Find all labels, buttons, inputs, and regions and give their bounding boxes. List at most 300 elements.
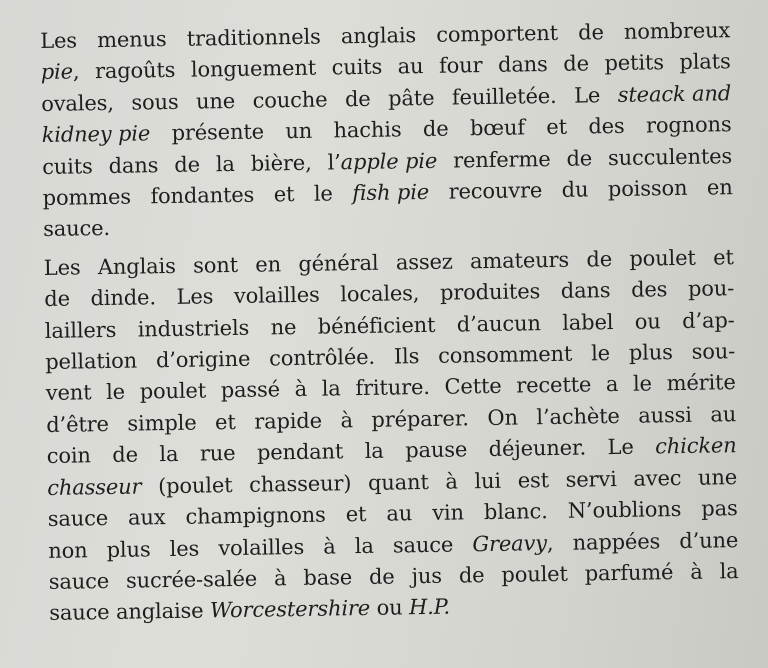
word [562,307,614,339]
word-text: volailles [233,282,320,309]
word-text: H.P. [408,594,451,620]
word-text: petits [604,50,665,76]
word [48,566,109,598]
word [340,405,353,437]
word [710,399,736,431]
word-text: plus [628,340,673,365]
word [633,463,681,495]
word [45,314,117,347]
word-text: poulet [501,561,568,587]
word-text: sauce [48,568,110,594]
word-text: à [273,566,287,591]
word [448,175,542,208]
word [174,149,200,181]
word [112,440,138,472]
word [572,526,660,559]
word-text: champignons [185,502,326,529]
word-text: pendant [256,439,344,465]
word-text: industriels [137,315,250,342]
word-text: des [630,277,668,302]
word [220,375,280,407]
word [666,368,736,400]
word [97,24,167,56]
word-text: aussi [638,402,693,428]
word [365,436,384,468]
word [106,377,125,409]
word-text: apple pie [340,148,438,174]
word-text: aux [127,505,166,530]
word [45,346,137,379]
word-text: Worcestershire [209,596,371,623]
word-text: présente [171,119,265,146]
word [563,49,589,81]
word [423,114,449,146]
word-text: et [214,409,236,435]
word [340,278,420,311]
word-text: de [112,442,139,468]
word [624,15,731,48]
word [252,84,327,117]
word-text: Greavy [472,530,548,556]
word-text: feuilletée. [451,83,557,110]
word-text: en [255,252,282,277]
word [333,115,401,147]
word-text: jus [411,563,443,589]
word-text: label [562,309,614,335]
word-text: de [566,145,593,171]
word [341,20,417,53]
word [255,249,281,281]
word-text: parfumé [584,560,674,586]
word-text: de [586,246,613,272]
word [388,83,435,115]
punctuation: , [72,59,80,84]
word [251,147,312,179]
word-text: simple [127,410,197,436]
word-text: fondantes [150,182,255,209]
word-text: longuement [190,56,317,83]
word-text: déjeuner. [488,435,587,462]
word [444,371,502,403]
word [44,252,81,284]
word-text: chicken [654,433,737,459]
word [368,467,429,499]
word-text: assez [395,249,453,275]
word-text: la [354,533,374,558]
word-text: pommes [42,184,132,211]
word [457,308,541,341]
word-text: le [105,380,126,405]
word-text: Les [40,28,78,53]
word [405,435,467,467]
word [185,500,326,534]
word [298,248,379,281]
word [249,468,352,501]
word-text: recouvre [448,178,543,204]
word-text: rapide [254,408,323,434]
word [638,400,692,432]
word [193,250,238,282]
word-text: plus [106,536,151,562]
word-text: Le [573,83,601,108]
word [516,370,591,403]
word-text: pie [40,59,74,85]
word [321,374,340,406]
word-text: sou- [691,339,736,364]
word [396,246,453,278]
word-text: bœuf [469,115,526,141]
word-text: fish pie [352,179,430,206]
word [591,338,610,370]
word [176,282,213,314]
word-text: consomment [437,341,573,368]
word [346,499,367,531]
word [131,87,179,119]
word [46,378,92,410]
word-text: à [323,533,336,559]
word-text: Le [607,435,634,460]
word-text: sauce [392,532,454,558]
word-text: sauce [49,600,110,626]
word [607,432,634,464]
word [128,502,166,534]
word-text: Les [176,284,214,310]
word [690,557,703,589]
word-text: de [368,564,395,589]
word [327,150,340,174]
word-text: de [577,20,604,45]
word [546,112,567,144]
word-text: succulentes [607,143,733,170]
word-text: au [386,501,413,526]
word [108,150,158,182]
word-text: de [44,286,71,312]
word-text: friture. [355,375,430,401]
word [394,341,420,373]
word [679,47,731,79]
word-text: poisson [607,175,688,202]
word-text: pas [701,496,738,521]
word [318,309,436,342]
punctuation: , [546,530,554,555]
word [688,273,735,305]
word-text: ovales, [41,90,114,116]
word [90,282,156,314]
word [397,51,423,83]
word [453,144,551,177]
italic-term [472,528,554,561]
word [285,116,312,148]
word-text: pou- [687,276,735,302]
word [707,172,733,204]
word-text: et [546,114,568,140]
word-text: On [487,405,519,430]
word [43,216,110,241]
word [574,80,601,112]
word [215,407,236,439]
word-text: Les [43,255,81,280]
word-text: à [690,559,703,584]
word [459,560,485,592]
word-text: les [169,536,200,561]
word [631,274,668,306]
word [191,53,317,86]
word [218,531,304,564]
word [701,493,738,525]
word-text: four [438,53,483,79]
word-text: produites [439,279,541,305]
word [629,337,673,369]
text-block [40,15,739,629]
word [566,143,592,175]
word-text: rognons [645,112,732,138]
word [159,439,178,471]
word [470,113,525,145]
word-text: Ils [393,344,420,369]
word [452,81,557,114]
word-text: dans [108,152,159,178]
word [536,401,620,434]
word-text: l’achète [536,403,620,430]
word-text: bénéficient [317,312,436,339]
word-text: contrôlée. [268,344,376,371]
word [294,374,307,406]
word [474,466,501,498]
word-text: préparer. [371,406,470,432]
word-text: blanc. [483,499,548,525]
word [273,179,294,211]
word-text: sucrée-salée [125,566,258,593]
word [355,372,430,405]
word [606,369,619,401]
word [106,534,150,566]
word [584,557,673,590]
word-text: plats [679,49,731,75]
word-text: couche [252,87,328,113]
word-text: steack and [617,80,732,107]
word [171,117,264,150]
word [719,556,738,588]
word-text: général [298,250,379,276]
word [439,50,483,82]
word-text: sont [192,252,239,278]
word-text: d’être [46,411,110,437]
word [438,339,573,373]
word [44,284,70,316]
word [169,533,199,565]
word-text: à [294,377,308,402]
word-text: dans [497,52,548,78]
word-text: de [174,152,201,177]
word-text: à [445,469,458,494]
word [567,494,681,527]
word-text: la [321,376,341,402]
word-text: cuits [331,55,383,80]
word-text: dans [560,278,611,304]
word [47,441,92,473]
word-text: poulet [629,245,696,271]
word [561,275,611,307]
word-text: lui [474,468,502,493]
word [150,180,254,213]
word-group [327,145,437,178]
word [561,174,588,206]
word-text: à [340,408,354,433]
word [393,529,454,561]
word-text: la [159,442,179,467]
word-text: sous [131,89,179,115]
word-text: non [48,537,88,563]
word-text: un [285,118,313,144]
word [126,564,258,597]
word [608,173,688,206]
word [196,86,236,118]
italic-term [409,595,450,620]
word [116,599,204,624]
word [578,17,604,49]
word-text: la [719,559,739,584]
word [49,600,110,625]
italic-term [40,57,79,89]
word [314,178,333,210]
word [186,22,320,56]
word [445,466,458,498]
word-text: traditionnels [186,24,321,51]
word [386,498,412,530]
word-text: anglaise [115,598,204,625]
italic-term [210,596,370,623]
word [234,280,320,313]
word [369,561,395,593]
word-text: dinde. [90,285,157,311]
word-text: la [364,438,384,464]
word-text: ou [376,595,403,621]
italic-term [47,471,142,504]
word [139,376,206,408]
word-text: d’origine [155,346,251,373]
word-text: renferme [452,146,551,173]
word [345,84,371,116]
word [270,312,296,344]
word-text: avec [633,465,682,491]
word-text: l’ [327,149,341,175]
word-text: menus [96,27,167,53]
word [436,18,558,51]
word-text: quant [367,469,429,495]
word [629,243,696,275]
word [679,525,738,557]
word-text: d’une [679,527,739,553]
paragraph [40,15,733,246]
word [498,49,548,81]
word [156,344,251,377]
word-text: et [712,244,734,270]
word-text: pellation [45,348,138,375]
word-text: est [517,467,550,493]
word-text: ragoûts [94,58,176,84]
word-text: hachis [333,117,402,143]
word-text: volailles [218,534,305,560]
word [42,151,93,183]
word [158,470,233,503]
word-text: vin [432,500,465,525]
word [691,336,735,368]
word [40,25,77,57]
word [331,52,382,84]
word-text: pâte [387,85,435,111]
word-text: laillers [44,317,117,343]
word-text: au [397,54,424,79]
word [646,109,732,142]
word-text: passé [220,377,281,403]
word-text: cuits [42,153,93,179]
italic-term [655,430,737,463]
word-text: de [458,562,485,588]
word [470,245,569,278]
word [42,182,131,215]
word [323,531,336,563]
word [48,535,88,567]
italic-term [340,148,437,174]
word-text: nombreux [623,18,731,44]
word-text: a [605,372,619,397]
word [216,149,235,181]
word-text: en [706,175,733,200]
word [376,596,402,620]
word [586,244,612,276]
word [41,88,114,121]
word [95,55,176,88]
word-text: poulet [139,378,207,404]
word [484,496,548,528]
word [257,437,344,470]
word [565,464,617,496]
word-text: d’aucun [456,310,541,337]
word [488,433,586,466]
word-text: de [344,86,371,112]
word-text: vent [45,380,92,406]
word-text: locales, [340,281,420,307]
word-text: N’oublions [567,497,682,523]
word [200,438,236,470]
word-text: sauce [47,506,109,532]
word-text: mérite [666,370,736,396]
word-text: une [697,464,738,490]
word [604,48,664,80]
word-text: une [195,88,236,114]
italic-term [41,119,150,152]
word-text: rue [199,441,236,466]
paragraph [44,242,740,630]
word [517,465,549,497]
word-text: ou [634,308,661,334]
word-text: de [422,116,449,142]
word [411,561,442,593]
word-text: des [588,114,625,139]
word-text: sauce. [43,216,111,242]
italic-term [352,177,429,210]
word-text: le [632,371,653,397]
word [440,276,541,309]
word-text: la [215,151,235,176]
italic-term [618,78,732,111]
word [98,251,176,284]
word-text: anglais [340,23,417,49]
word-text: base [303,565,353,590]
word-text: coin [46,443,91,469]
word-text: le [590,341,611,366]
word-text: (poulet [157,472,233,498]
